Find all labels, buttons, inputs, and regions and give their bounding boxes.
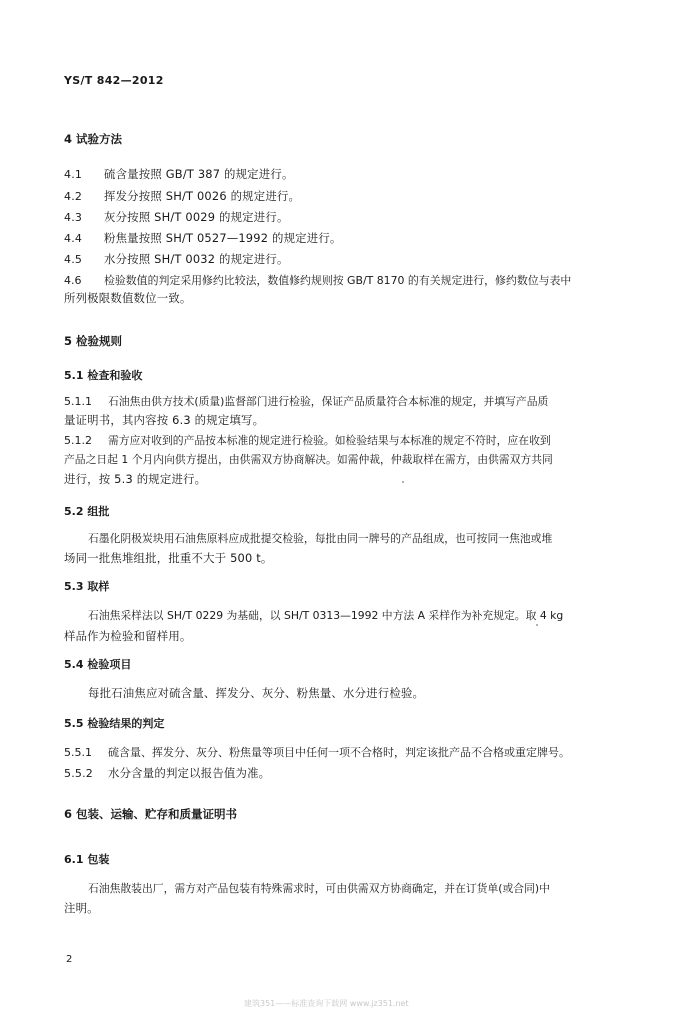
clause-number: 4.6 bbox=[64, 274, 82, 287]
clause-text: 粉焦量按照 SH/T 0527—1992 的规定进行。 bbox=[104, 231, 342, 245]
clause-number: 4.1 bbox=[64, 168, 83, 181]
paragraph-line: 石油焦散装出厂，需方对产品包装有特殊需求时，可由供需双方协商确定，并在订货单(或合同)中 bbox=[88, 882, 550, 895]
scan-speck bbox=[402, 481, 404, 483]
clause-number: 4.2 bbox=[64, 190, 83, 203]
watermark: 建筑351——标准查询下载网 www.jz351.net bbox=[244, 999, 409, 1008]
clause-5-1-2 bbox=[64, 433, 551, 448]
clause-4-3 bbox=[64, 209, 289, 225]
section-5-title: 5 检验规则 bbox=[64, 334, 123, 348]
subsection-5-4-title: 5.4 检验项目 bbox=[64, 658, 132, 671]
subsection-5-5-title: 5.5 检验结果的判定 bbox=[64, 717, 165, 730]
clause-4-2 bbox=[64, 188, 300, 204]
page-number: 2 bbox=[66, 954, 73, 965]
paragraph-line: 进行，按 5.3 的规定进行。 bbox=[64, 472, 207, 486]
paragraph-line: 硫含量、挥发分、灰分、粉焦量等项目中任何一项不合格时，判定该批产品不合格或重定牌号。 bbox=[108, 746, 570, 759]
paragraph-line: 石油焦由供方技术(质量)监督部门进行检验，保证产品质量符合本标准的规定，并填写产品质 bbox=[108, 395, 549, 408]
clause-number: 4.5 bbox=[64, 253, 83, 266]
paragraph-line: 石墨化阴极炭块用石油焦原料应成批提交检验，每批由同一牌号的产品组成，也可按同一焦池或堆 bbox=[88, 532, 553, 545]
subsection-6-1-title: 6.1 包装 bbox=[64, 853, 110, 866]
clause-5-1-1 bbox=[64, 394, 548, 409]
paragraph-line: 产品之日起 1 个月内向供方提出，由供需双方协商解决。如需仲裁，仲裁取样在需方，由供需双方共同 bbox=[64, 453, 553, 466]
clause-4-6 bbox=[64, 272, 571, 288]
clause-text: 检验数值的判定采用修约比较法，数值修约规则按 GB/T 8170 的有关规定进行，修约数位与表中 bbox=[104, 274, 572, 287]
paragraph-line: 样品作为检验和留样用。 bbox=[64, 629, 192, 643]
subsection-5-1-title: 5.1 检查和验收 bbox=[64, 369, 143, 382]
paragraph-line: 量证明书，其内容按 6.3 的规定填写。 bbox=[64, 413, 265, 427]
clause-text: 灰分按照 SH/T 0029 的规定进行。 bbox=[104, 210, 289, 224]
clause-5-5-2 bbox=[64, 765, 270, 781]
paragraph-line: 水分含量的判定以报告值为准。 bbox=[108, 766, 271, 780]
clause-number: 5.5.1 bbox=[64, 746, 92, 759]
scan-speck bbox=[536, 624, 538, 626]
clause-4-6-continuation: 所列极限数值数位一致。 bbox=[64, 291, 192, 305]
paragraph-line: 场同一批焦堆组批，批重不大于 500 t。 bbox=[64, 551, 273, 565]
clause-number: 5.1.1 bbox=[64, 395, 92, 408]
paragraph-line: 石油焦采样法以 SH/T 0229 为基础，以 SH/T 0313—1992 中方法 A 采样作为补充规定。取 4 kg bbox=[88, 609, 564, 622]
subsection-5-3-title: 5.3 取样 bbox=[64, 580, 110, 593]
clause-text: 水分按照 SH/T 0032 的规定进行。 bbox=[104, 252, 289, 266]
section-6-title: 6 包装、运输、贮存和质量证明书 bbox=[64, 807, 238, 821]
clause-4-1 bbox=[64, 166, 294, 182]
clause-5-5-1 bbox=[64, 744, 570, 760]
clause-number: 5.1.2 bbox=[64, 434, 92, 447]
clause-number: 4.4 bbox=[64, 232, 83, 245]
section-4-title: 4 试验方法 bbox=[64, 132, 123, 146]
clause-text: 挥发分按照 SH/T 0026 的规定进行。 bbox=[104, 189, 301, 203]
clause-number: 4.3 bbox=[64, 211, 83, 224]
paragraph-line: 每批石油焦应对硫含量、挥发分、灰分、粉焦量、水分进行检验。 bbox=[88, 686, 425, 700]
document-code: YS/T 842—2012 bbox=[64, 74, 164, 87]
paragraph-line: 需方应对收到的产品按本标准的规定进行检验。如检验结果与本标准的规定不符时，应在收到 bbox=[108, 434, 551, 447]
clause-text: 硫含量按照 GB/T 387 的规定进行。 bbox=[104, 167, 294, 181]
clause-4-4 bbox=[64, 230, 342, 246]
clause-4-5 bbox=[64, 251, 289, 267]
paragraph-line: 注明。 bbox=[64, 901, 99, 915]
subsection-5-2-title: 5.2 组批 bbox=[64, 505, 110, 518]
clause-number: 5.5.2 bbox=[64, 767, 93, 780]
